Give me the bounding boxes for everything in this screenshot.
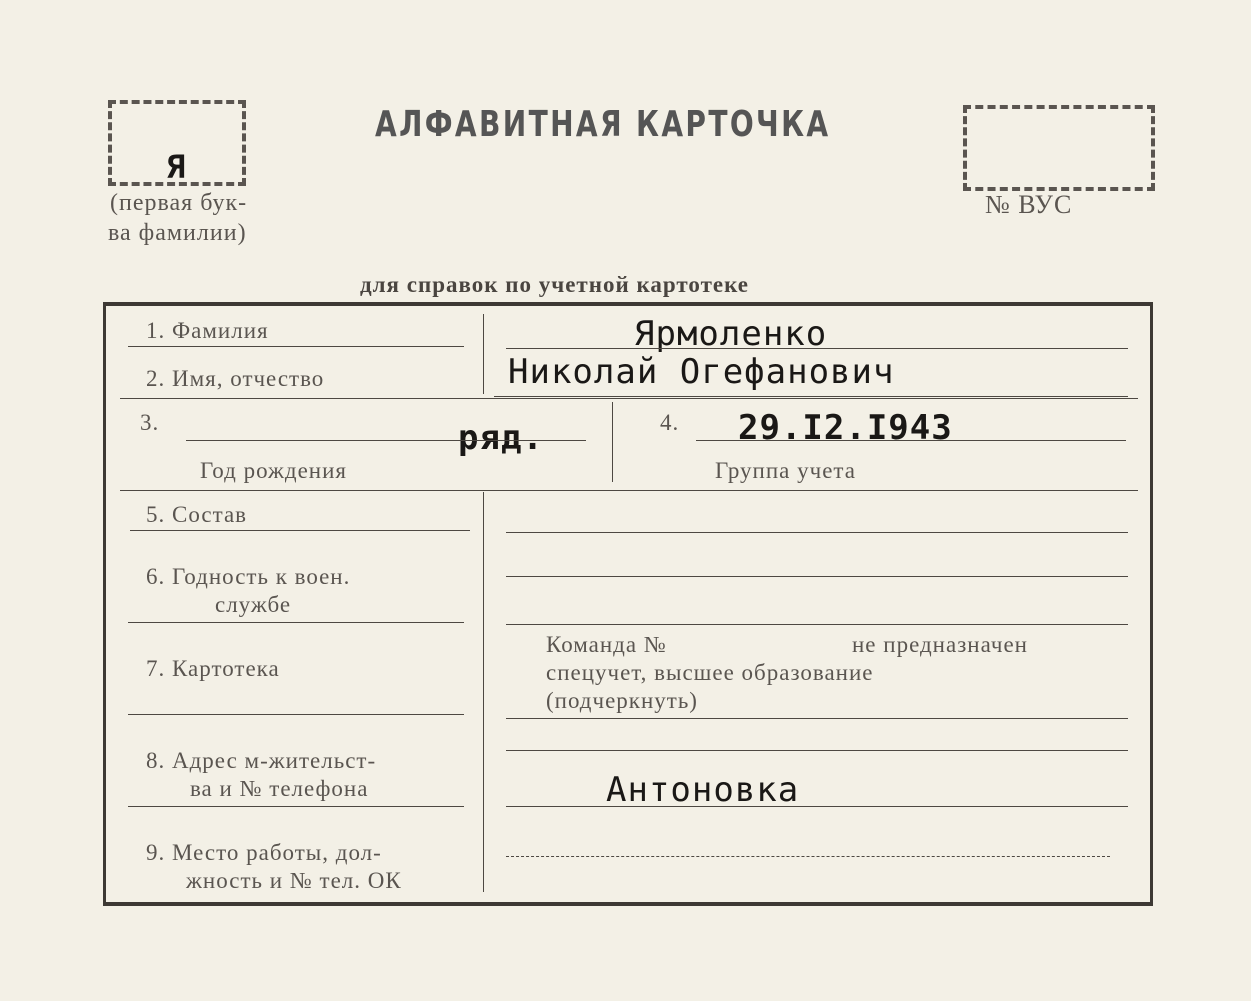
field-6-label-line <box>128 622 464 623</box>
team-line-2: спецучет, высшее образование <box>546 660 874 685</box>
field-2-value: Николай Огефанович <box>508 352 895 392</box>
team-line-3: (подчеркнуть) <box>546 688 698 713</box>
field-5-label: 5. Состав <box>146 502 248 527</box>
team-line-1b: не предназначен <box>852 632 1028 657</box>
row-3-separator <box>120 490 1138 491</box>
right-line-4 <box>506 718 1128 719</box>
column-divider-lower <box>483 492 484 892</box>
field-6-label-line2: службе <box>215 592 292 617</box>
field-4-caption: Группа учета <box>715 458 856 483</box>
field-7-label: 7. Картотека <box>146 656 280 681</box>
field-7-label-line <box>128 714 464 715</box>
field-3-number: 3. <box>140 410 160 435</box>
letter-box-value: Я <box>166 148 187 186</box>
field-1-value: Ярмоленко <box>634 314 828 354</box>
field-5-label-line <box>130 530 470 531</box>
field-9-label-line1: 9. Место работы, дол- <box>146 840 382 865</box>
field-1-label-line <box>128 346 464 347</box>
field-3-caption: Год рождения <box>200 458 347 483</box>
right-line-3 <box>506 624 1128 625</box>
birth-group-divider <box>612 402 613 482</box>
field-1-value-line <box>506 348 1128 349</box>
field-8-label-line <box>128 806 464 807</box>
field-3-value: ряд. <box>458 418 544 458</box>
column-divider <box>483 314 484 394</box>
field-1-label: 1. Фамилия <box>146 318 269 343</box>
field-8-value: Антоновка <box>606 770 800 810</box>
field-2-label: 2. Имя, отчество <box>146 366 325 391</box>
field-8-label-line1: 8. Адрес м-жительст- <box>146 748 377 773</box>
right-line-2 <box>506 576 1128 577</box>
letter-caption-line2: ва фамилии) <box>108 220 247 246</box>
right-line-6 <box>506 806 1128 807</box>
right-line-7 <box>506 856 1110 857</box>
vus-label: № ВУС <box>985 190 1073 219</box>
field-3-value-line <box>186 440 586 441</box>
field-8-label-line2: ва и № телефона <box>190 776 369 801</box>
field-2-value-line <box>494 396 1128 397</box>
card-subtitle: для справок по учетной картотеке <box>360 272 749 297</box>
vus-box <box>963 105 1155 191</box>
field-4-number: 4. <box>660 410 680 435</box>
right-line-5 <box>506 750 1128 751</box>
field-4-value-line <box>696 440 1126 441</box>
team-line-1: Команда № <box>546 632 667 657</box>
field-6-label-line1: 6. Годность к воен. <box>146 564 351 589</box>
card-title: АЛФАВИТНАЯ КАРТОЧКА <box>375 104 831 145</box>
field-4-value: 29.I2.I943 <box>738 408 953 448</box>
right-line-1 <box>506 532 1128 533</box>
letter-caption-line1: (первая бук- <box>110 190 248 216</box>
field-9-label-line2: жность и № тел. ОК <box>186 868 402 893</box>
row-2-separator <box>120 398 1138 399</box>
